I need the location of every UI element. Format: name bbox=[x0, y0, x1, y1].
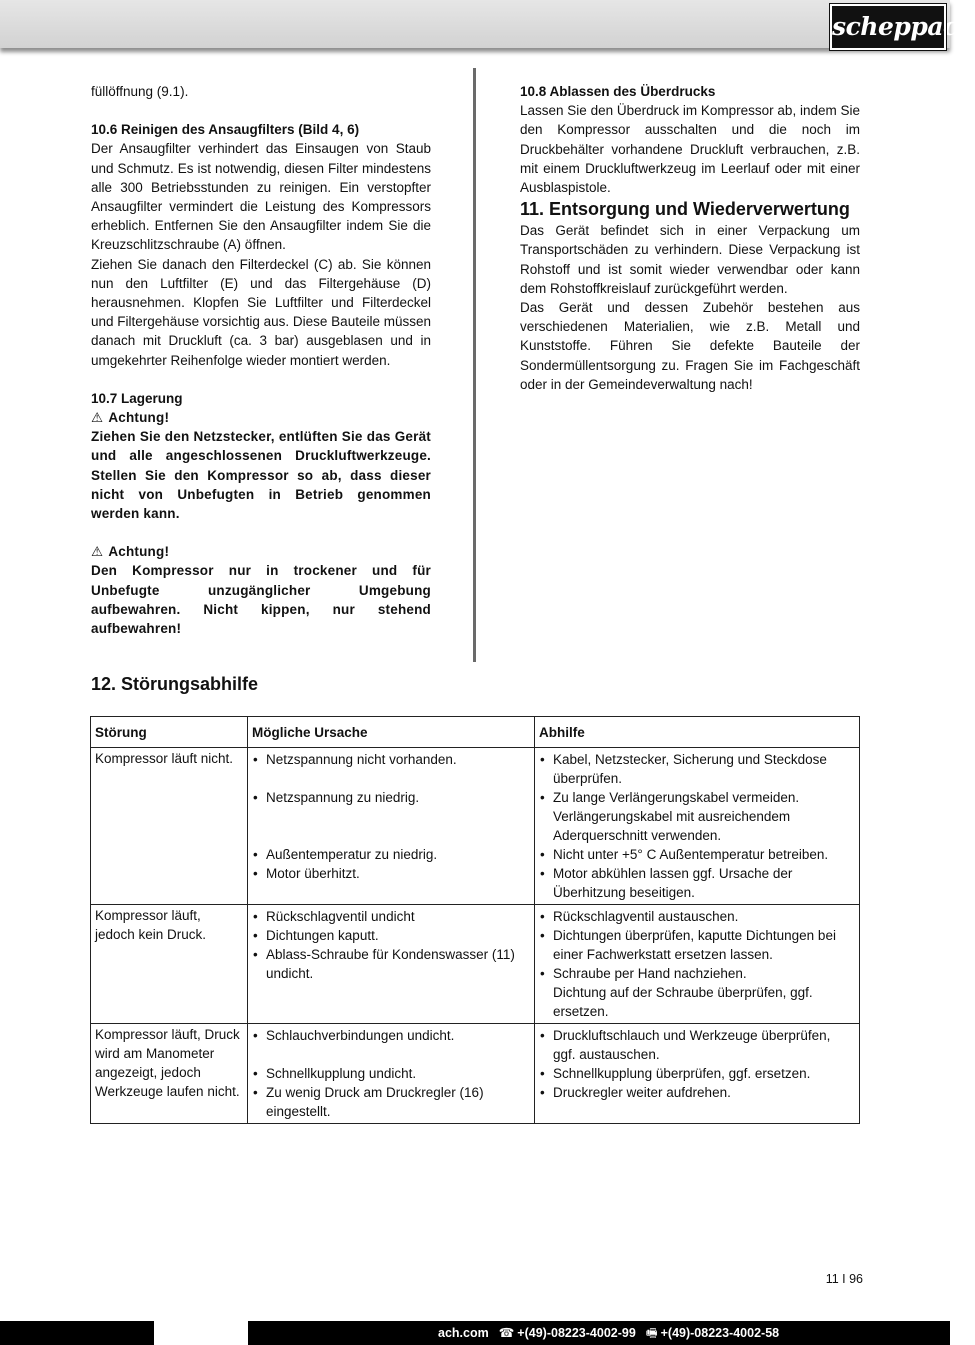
cause-item: • Schlauchverbindungen undicht. bbox=[252, 1026, 530, 1045]
section-11-title: 11. Entsorgung und Wiederverwertung bbox=[520, 199, 850, 220]
section-10-7-title: 10.7 Lagerung bbox=[91, 390, 183, 406]
table-row bbox=[91, 905, 860, 1024]
brand-logo: scheppach bbox=[830, 4, 946, 50]
section-11-text-2: Das Gerät und dessen Zubehör bestehen aus verschiedenen Materialien, wie z.B. Metall und Kunststoffe. Führen Sie defekte Bauteile der Sondermüllentsorgung zu. Fragen Sie im Fachgeschäft oder in der Gemeindeverwaltung nach! bbox=[520, 300, 860, 392]
warning-1-label: Achtung! bbox=[108, 410, 170, 426]
warning-1-text: Ziehen Sie den Netzstecker, entlüften Sie das Gerät und alle angeschlossenen Druckluftwerkzeuge. Stellen Sie den Kompressor so ab, dass dieser nicht von Unbefugten in Betrieb genommen werden kann. bbox=[91, 429, 431, 522]
fault-cell: Kompressor läuft, jedoch kein Druck. bbox=[91, 905, 248, 1024]
cause-cell bbox=[248, 748, 535, 905]
remedy-item: • Motor abkühlen lassen ggf. Ursache der Überhitzung beseitigen. bbox=[539, 864, 855, 902]
section-12-title: 12. Störungsabhilfe bbox=[91, 674, 259, 694]
footer-contact bbox=[438, 1321, 779, 1345]
right-column bbox=[520, 82, 860, 394]
cause-item: • Netzspannung zu niedrig. bbox=[252, 788, 530, 807]
remedy-item: • Dichtungen überprüfen, kaputte Dichtungen bei einer Fachwerkstatt ersetzen lassen. bbox=[539, 926, 855, 964]
footer-bar bbox=[0, 1321, 950, 1345]
footer-white-block bbox=[154, 1321, 248, 1345]
section-10-6-text-1: Der Ansaugfilter verhindert das Einsaugen von Staub und Schmutz. Es ist notwendig, diesen Filter mindestens alle 300 Betriebsstunden zu reinigen. Ein verstopfter Ansaugfilter vermindert die Leistung des Kompressors erheblich. Entfernen Sie den Ansaugfilter indem Sie die Kreuzschlitzschraube (A) öffnen. bbox=[91, 141, 431, 253]
table-header-row bbox=[91, 717, 860, 748]
table-row bbox=[91, 1024, 860, 1124]
warning-1-heading bbox=[91, 408, 431, 427]
cause-item: • Zu wenig Druck am Druckregler (16) eingestellt. bbox=[252, 1083, 530, 1121]
remedy-cell bbox=[535, 905, 860, 1024]
remedy-item: • Nicht unter +5° C Außentemperatur betreiben. bbox=[539, 845, 855, 864]
remedy-item: Dichtung auf der Schraube überprüfen, ggf. ersetzen. bbox=[553, 985, 813, 1019]
cause-item: • Dichtungen kaputt. bbox=[252, 926, 530, 945]
remedy-item: • Kabel, Netzstecker, Sicherung und Steckdose überprüfen. bbox=[539, 750, 855, 788]
section-10-8-text: Lassen Sie den Überdruck im Kompressor ab, indem Sie den Kompressor ausschalten und die noch im Druckbehälter vorhandene Druckluft verbrauchen, z.B. mit einem Druckluftwerkzeug im Leerlauf oder mit einer Ausblaspistole. bbox=[520, 103, 860, 196]
fault-cell: Kompressor läuft, Druck wird am Manometer angezeigt, jedoch Werkzeuge laufen nicht. bbox=[91, 1024, 248, 1124]
fault-cell: Kompressor läuft nicht. bbox=[91, 748, 248, 905]
cause-item: • Motor überhitzt. bbox=[252, 864, 530, 883]
cause-item: • Netzspannung nicht vorhanden. bbox=[252, 750, 530, 769]
cause-cell bbox=[248, 1024, 535, 1124]
left-column bbox=[91, 82, 431, 638]
section-11-text-1: Das Gerät befindet sich in einer Verpackung um Transportschäden zu verhindern. Diese Verpackung ist Rohstoff und ist somit wieder verwendbar oder kann dem Rohstoffkreislauf zurückgeführt werden. bbox=[520, 223, 860, 296]
fax-icon: 🖷 bbox=[645, 1326, 658, 1340]
table-header-cell: Mögliche Ursache bbox=[248, 717, 535, 748]
header-bar bbox=[0, 0, 975, 48]
cause-item: • Schnellkupplung undicht. bbox=[252, 1064, 530, 1083]
remedy-item: • Rückschlagventil austauschen. bbox=[539, 907, 855, 926]
page-number: 11 I 96 bbox=[825, 1272, 863, 1286]
section-10-6-text-2: Ziehen Sie danach den Filterdeckel (C) ab. Sie können nun den Luftfilter (E) und das Filtergehäuse (D) herausnehmen. Klopfen Sie Luftfilter und Filterdeckel und Filtergehäuse vorsichtig aus. Diese Bauteile müssen danach mit Druckluft (ca. 3 bar) ausgeblasen und in umgekehrter Reihenfolge wieder montiert werden. bbox=[91, 256, 431, 368]
warning-triangle-icon: ⚠ bbox=[91, 410, 104, 426]
section-10-8-title: 10.8 Ablassen des Überdrucks bbox=[520, 84, 716, 99]
section-10-6-title: 10.6 Reinigen des Ansaugfilters (Bild 4, 6) bbox=[91, 122, 360, 138]
cause-item: • Ablass-Schraube für Kondenswasser (11) undicht. bbox=[252, 945, 530, 983]
cause-item: • Rückschlagventil undicht bbox=[252, 907, 530, 926]
remedy-cell bbox=[535, 1024, 860, 1124]
warning-triangle-icon: ⚠ bbox=[91, 544, 104, 560]
footer-phone: +(49)-08223-4002-99 bbox=[517, 1326, 636, 1340]
remedy-item: • Zu lange Verlängerungskabel vermeiden. Verlängerungskabel mit ausreichendem Aderquerschnitt verwenden. bbox=[539, 788, 855, 845]
warning-2-heading bbox=[91, 542, 431, 561]
phone-icon: ☎ bbox=[498, 1326, 515, 1340]
remedy-item: • Druckregler weiter aufdrehen. bbox=[539, 1083, 855, 1102]
warning-2-text: Den Kompressor nur in trockener und für Unbefugte unzugänglicher Umgebung aufbewahren. Nicht kippen, nur stehend aufbewahren! bbox=[91, 563, 431, 637]
column-divider bbox=[473, 68, 476, 662]
remedy-cell bbox=[535, 748, 860, 905]
table-header-cell: Abhilfe bbox=[535, 717, 860, 748]
table-header-cell: Störung bbox=[91, 717, 248, 748]
intro-text: füllöffnung (9.1). bbox=[91, 84, 189, 99]
table-row bbox=[91, 748, 860, 905]
troubleshooting-table bbox=[90, 716, 860, 1124]
cause-cell bbox=[248, 905, 535, 1024]
footer-website: ach.com bbox=[438, 1326, 489, 1340]
footer-fax: +(49)-08223-4002-58 bbox=[660, 1326, 780, 1340]
remedy-item: • Schnellkupplung überprüfen, ggf. ersetzen. bbox=[539, 1064, 855, 1083]
remedy-item: • Schraube per Hand nachziehen. bbox=[539, 964, 855, 983]
cause-item: • Außentemperatur zu niedrig. bbox=[252, 845, 530, 864]
warning-2-label: Achtung! bbox=[108, 544, 170, 560]
remedy-item: • Druckluftschlauch und Werkzeuge überprüfen, ggf. austauschen. bbox=[539, 1026, 855, 1064]
